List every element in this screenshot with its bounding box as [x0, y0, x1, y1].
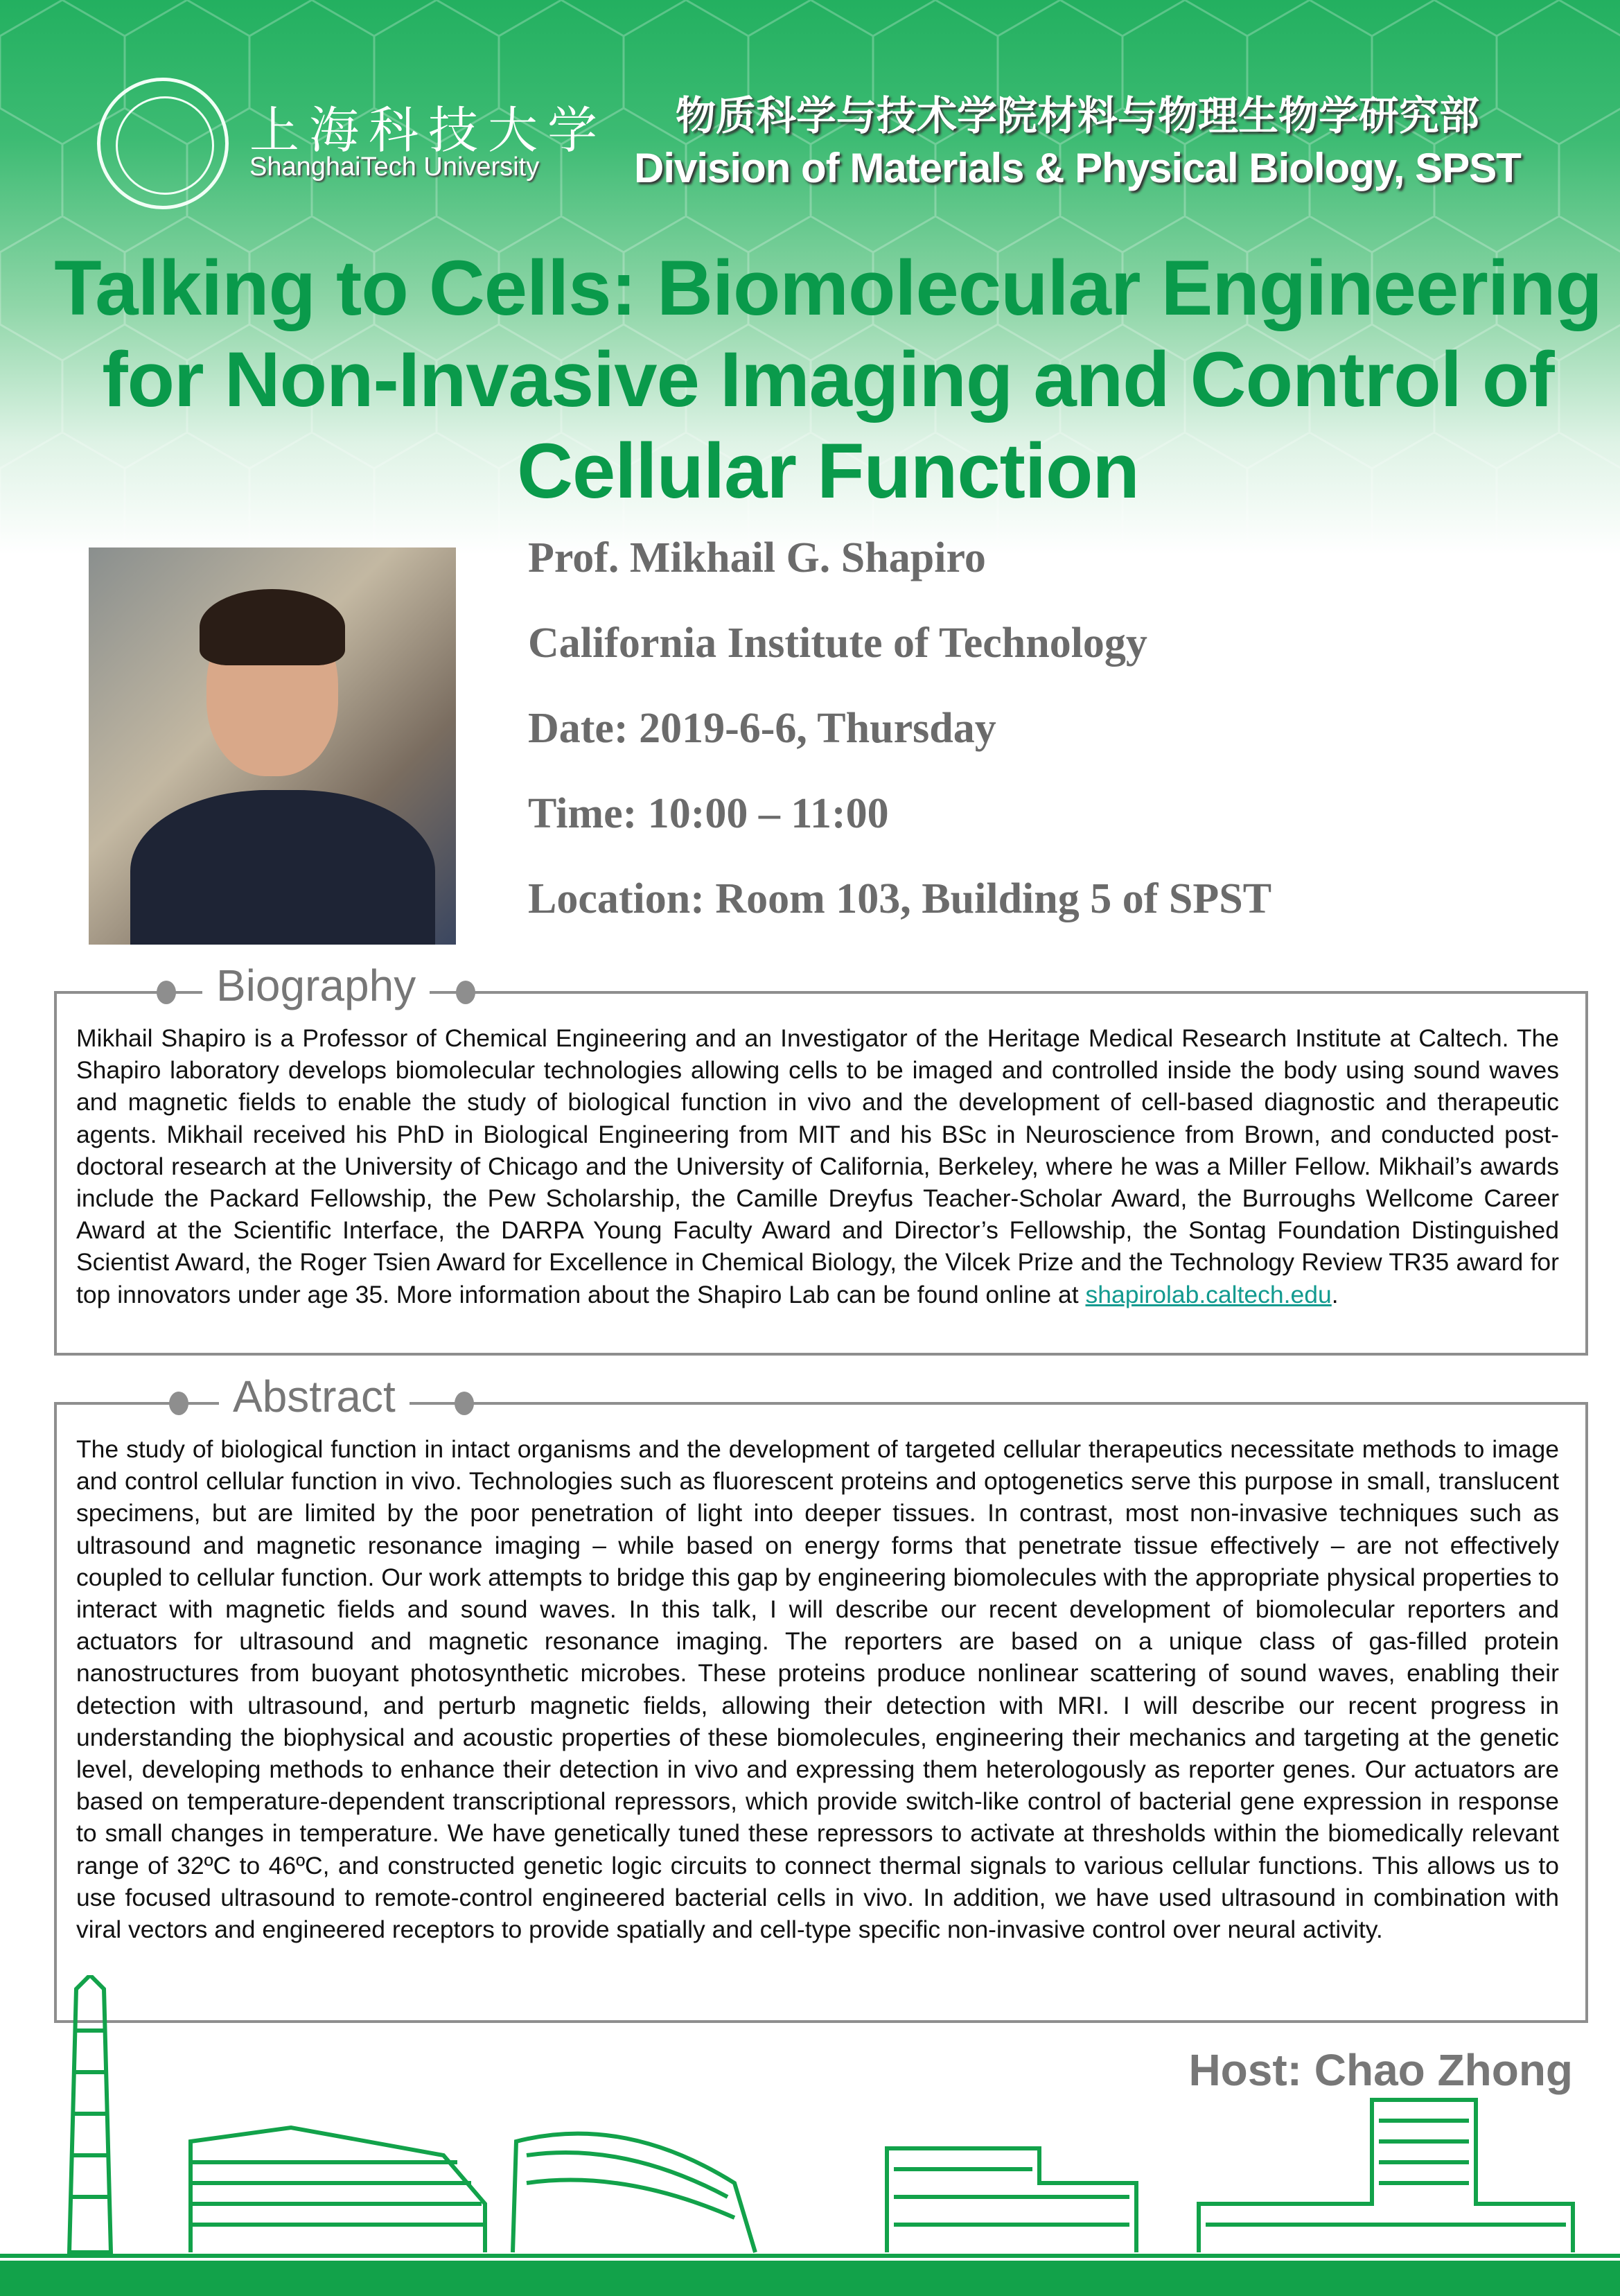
- division-name-en: Division of Materials & Physical Biology, SPST: [634, 145, 1521, 191]
- building-icon: [513, 2134, 755, 2252]
- speaker-photo: [89, 547, 456, 945]
- division-name-cn: 物质科学与技术学院材料与物理生物学研究部: [676, 92, 1480, 139]
- abstract-heading: Abstract: [219, 1371, 410, 1422]
- talk-time: Time: 10:00 – 11:00: [528, 790, 889, 837]
- biography-end: .: [1331, 1280, 1339, 1308]
- host-name: Host: Chao Zhong: [1188, 2045, 1573, 2095]
- building-icon: [1199, 2100, 1573, 2252]
- title-line: Talking to Cells: Biomolecular Engineering: [54, 245, 1602, 331]
- speaker-affiliation: California Institute of Technology: [528, 620, 1147, 667]
- bullet-dot: [455, 1392, 474, 1415]
- university-name-cn: 上海科技大学: [249, 101, 608, 159]
- building-icon: [191, 2128, 485, 2252]
- biography-body: Mikhail Shapiro is a Professor of Chemical Engineering and an Investigator of the Heritage Medical Research Institute at Caltech. The Shapiro laboratory develops biomolecular technologies allowing cells to be imaged and controlled inside the body using sound waves and magnetic fields to enable the study of biological function in vivo and the development of cell-based diagnostic and therapeutic agents. Mikhail received his PhD in Biological Engineering from MIT and his BSc in Neuroscience from Brown, and conducted post-doctoral research at the University of Chicago and the University of California, Berkeley, where he was a Miller Fellow. Mikhail’s awards include the Packard Fellowship, the Pew Scholarship, the Camille Dreyfus Teacher-Scholar Award, the Burroughs Wellcome Career Award at the Scientific Interface, the DARPA Young Faculty Award and Director’s Fellowship, the Sontag Foundation Distinguished Scientist Award, the Roger Tsien Award for Excellence in Chemical Biology, the Vilcek Prize and the Technology Review TR35 award for top innovators under age 35. More information about the Shapiro Lab can be found online at: [76, 1024, 1559, 1308]
- talk-location: Location: Room 103, Building 5 of SPST: [528, 875, 1272, 922]
- bullet-dot: [169, 1392, 188, 1415]
- title-line: Cellular Function: [517, 428, 1139, 514]
- biography-text: [76, 1022, 1559, 1311]
- speaker-name: Prof. Mikhail G. Shapiro: [528, 534, 986, 581]
- abstract-text: The study of biological function in intact organisms and the development of targeted cellular therapeutics necessitate methods to image and control cellular function in vivo. Technologies such as fluorescent proteins and optogenetics serve this purpose in small, translucent specimens, but are limited by the poor penetration of light into deeper tissues. In contrast, most non-invasive techniques such as ultrasound and magnetic resonance imaging – while based on energy forms that penetrate tissue effectively – are not effectively coupled to cellular function. Our work attempts to bridge this gap by engineering biomolecules with the appropriate physical properties to interact with magnetic fields and sound waves. In this talk, I will describe our recent development of biomolecular reporters and actuators for ultrasound and magnetic resonance imaging. The reporters are based on a unique class of gas-filled protein nanostructures from buoyant photosynthetic microbes. These proteins produce nonlinear scattering of sound waves, enabling their detection with ultrasound, and perturb magnetic fields, allowing their detection with MRI. I will describe our recent progress in understanding the biophysical and acoustic properties of these biomolecules, engineering their mechanics and targeting at the genetic level, developing methods to enhance their detection in vivo and expressing them heterologously as reporter genes. Our actuators are based on temperature-dependent transcriptional repressors, which provide switch-like control of bacterial gene expression in response to small changes in temperature. We have genetically tuned these repressors to activate at thresholds within the biomedically relevant range of 32ºC to 46ºC, and constructed genetic logic circuits to connect thermal signals to various cellular functions. This allows us to use focused ultrasound to remote-control engineered bacterial cells in vivo. In addition, we have used ultrasound in combination with viral vectors and engineered receptors to provide spatially and cell-type specific non-invasive control over neural activity.: [76, 1435, 1559, 1944]
- bullet-dot: [157, 981, 176, 1004]
- tower-icon: [69, 1975, 111, 2252]
- university-name-en: ShanghaiTech University: [249, 152, 540, 182]
- biography-heading: Biography: [202, 960, 430, 1011]
- university-seal-logo: [97, 78, 229, 209]
- title-line: for Non-Invasive Imaging and Control of: [102, 336, 1554, 423]
- bullet-dot: [456, 981, 475, 1004]
- footer-band: [0, 2261, 1620, 2296]
- talk-title: [42, 243, 1614, 517]
- building-icon: [887, 2148, 1136, 2252]
- campus-buildings-illustration: [0, 1975, 1620, 2266]
- shapiro-lab-link[interactable]: shapirolab.caltech.edu: [1085, 1280, 1332, 1308]
- talk-date: Date: 2019-6-6, Thursday: [528, 705, 996, 752]
